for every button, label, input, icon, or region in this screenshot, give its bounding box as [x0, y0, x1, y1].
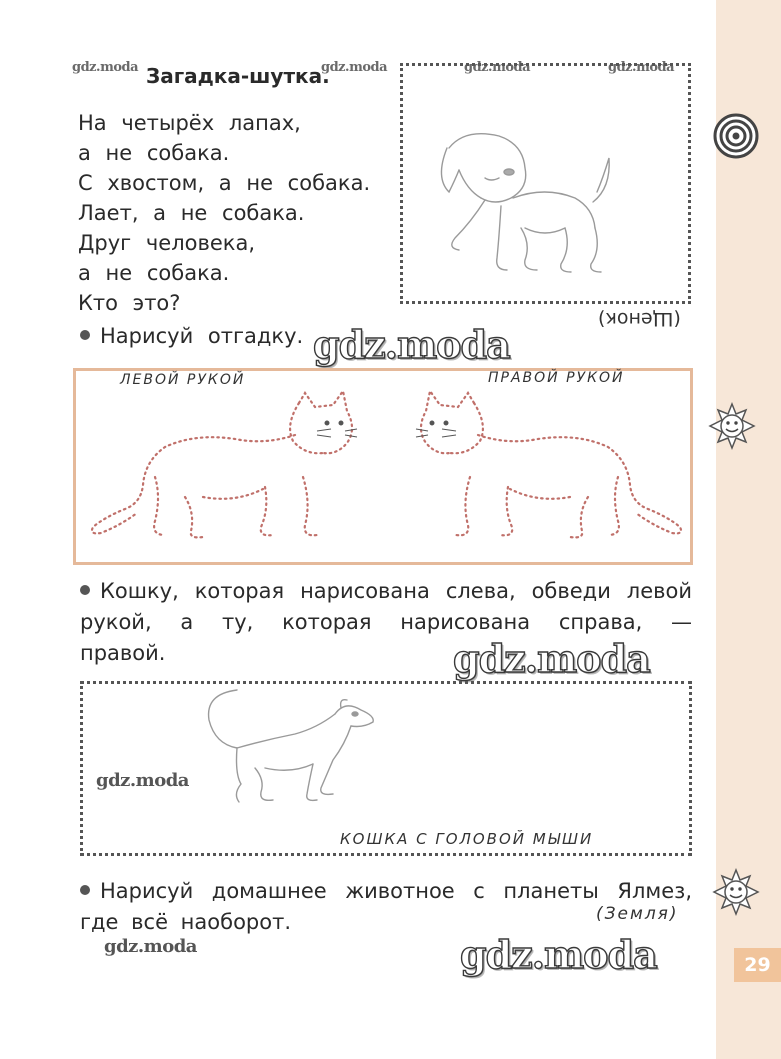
riddle-line: С хвостом, а не собака. — [78, 171, 371, 195]
task-draw-answer — [80, 324, 303, 348]
drawing-caption: КОШКА С ГОЛОВОЙ МЫШИ — [340, 830, 594, 848]
riddle-line: На четырёх лапах, — [78, 111, 301, 135]
riddle-poem — [78, 108, 370, 318]
task-draw-answer-text: Нарисуй отгадку. — [100, 324, 304, 348]
spiral-icon — [712, 112, 760, 160]
smiling-sun-icon — [712, 868, 760, 916]
watermark: gdz.moda — [321, 60, 388, 75]
answer-planet: (Земля) — [596, 904, 679, 924]
watermark: gdz.moda — [464, 60, 531, 75]
label-left-hand: ЛЕВОЙ РУКОЙ — [120, 372, 246, 388]
task-draw-pet-text: Нарисуй домашнее животное с планеты Ялмез, где всё наоборот. — [80, 879, 692, 934]
page-title: Загадка-шутка. — [146, 64, 330, 88]
watermark-large: gdz.moda — [453, 636, 650, 681]
task-trace-cats-text: Кошку, которая нарисована слева, обведи левой рукой, а ту, которая нарисована справа, — правой. — [80, 579, 692, 665]
watermark-large: gdz.moda — [460, 932, 657, 977]
label-right-hand: ПРАВОЙ РУКОЙ — [488, 370, 625, 386]
riddle-line: Лает, а не собака. — [78, 201, 305, 225]
watermark-large: gdz.moda — [313, 322, 510, 367]
watermark: gdz.moda — [96, 770, 189, 791]
bullet-icon — [80, 330, 90, 340]
riddle-line: Друг человека, — [78, 231, 255, 255]
watermark: gdz.moda — [104, 936, 197, 957]
page-number: 29 — [734, 948, 781, 982]
answer-puppy: (Щенок) — [598, 308, 681, 330]
bullet-icon — [80, 885, 90, 895]
riddle-line: Кто это? — [78, 291, 181, 315]
puppy-drawing — [425, 118, 625, 288]
left-cat-tracing — [85, 385, 375, 555]
smiling-sun-icon — [708, 402, 756, 450]
riddle-line: а не собака. — [78, 141, 230, 165]
watermark: gdz.moda — [608, 60, 675, 75]
cat-mouse-drawing — [195, 684, 385, 814]
bullet-icon — [80, 585, 90, 595]
watermark: gdz.moda — [72, 60, 139, 75]
riddle-line: а не собака. — [78, 261, 230, 285]
right-cat-tracing — [398, 385, 688, 555]
